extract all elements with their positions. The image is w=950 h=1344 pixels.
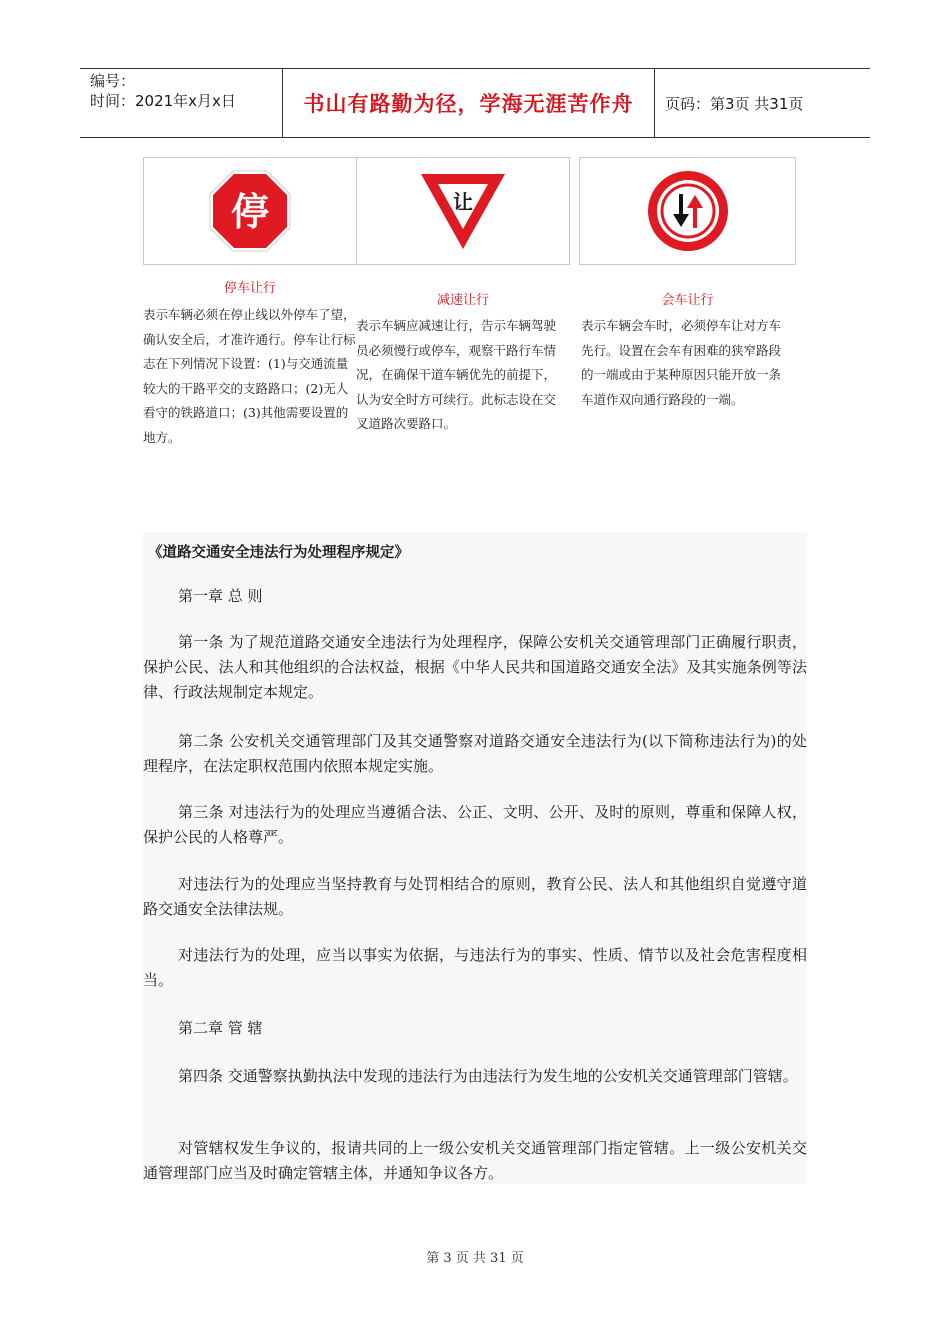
header-motto: 书山有路勤为径，学海无涯苦作舟 xyxy=(283,69,655,137)
stop-sign-title: 停车让行 xyxy=(223,281,276,296)
page-header xyxy=(80,68,870,138)
number-label: 编号： xyxy=(90,72,136,90)
yield-sign-icon xyxy=(418,169,508,253)
chapter-heading: 第一章 总 则 xyxy=(178,587,263,605)
yield-sign-image xyxy=(356,157,570,265)
header-meta xyxy=(80,69,283,137)
page-footer: 第 3 页 共 31 页 xyxy=(426,1251,524,1266)
stop-sign-glyph: 停 xyxy=(230,190,270,234)
oncoming-priority-sign-icon xyxy=(646,169,730,253)
law-paragraph: 对管辖权发生争议的，报请共同的上一级公安机关交通管理部门指定管辖。上一级公安机关交通管理部门应当及时确定管辖主体，并通知争议各方。 xyxy=(143,1139,807,1182)
oncoming-priority-sign-image xyxy=(579,157,796,265)
stop-sign-icon xyxy=(208,169,292,253)
header-page-label: 页码：第3页 共31页 xyxy=(665,94,804,113)
oncoming-priority-sign-description: 表示车辆会车时，必须停车让对方车先行。设置在会车有困难的狭窄路段的一端或由于某种原因只能开放一条车道作双向通行路段的一端。 xyxy=(581,318,782,407)
law-paragraph: 对违法行为的处理，应当以事实为依据，与违法行为的事实、性质、情节以及社会危害程度相当。 xyxy=(143,946,807,989)
law-paragraph: 第一条 为了规范道路交通安全违法行为处理程序，保障公安机关交通管理部门正确履行职责，保护公民、法人和其他组织的合法权益，根据《中华人民共和国道路交通安全法》及其实施条例等法律、行政法规制定本规定。 xyxy=(143,633,807,701)
stop-sign-description: 表示车辆必须在停止线以外停车了望，确认安全后，才准许通行。停车让行标志在下列情况下设置：(1)与交通流量较大的干路平交的支路路口；(2)无人看守的铁路道口；(3)其他需要设置的地方。 xyxy=(143,307,356,445)
date-label: 时间：2021年x月x日 xyxy=(90,92,236,110)
yield-sign-title: 减速让行 xyxy=(436,293,489,308)
law-paragraph: 第四条 交通警察执勤执法中发现的违法行为由违法行为发生地的公安机关交通管理部门管辖。 xyxy=(178,1067,798,1085)
yield-sign-description: 表示车辆应减速让行，告示车辆驾驶员必须慢行或停车，观察干路行车情况，在确保干道车辆优先的前提下，认为安全时方可续行。此标志设在交叉道路次要路口。 xyxy=(356,318,557,431)
law-paragraph: 第二条 公安机关交通管理部门及其交通警察对道路交通安全违法行为(以下简称违法行为)的处理程序，在法定职权范围内依照本规定实施。 xyxy=(143,732,807,775)
chapter-heading: 第二章 管 辖 xyxy=(178,1019,263,1037)
law-paragraph: 第三条 对违法行为的处理应当遵循合法、公正、文明、公开、及时的原则，尊重和保障人权，保护公民的人格尊严。 xyxy=(143,803,807,846)
yield-sign-glyph: 让 xyxy=(453,190,473,214)
law-title: 《道路交通安全违法行为处理程序规定》 xyxy=(148,544,409,561)
law-paragraph: 对违法行为的处理应当坚持教育与处罚相结合的原则，教育公民、法人和其他组织自觉遵守道路交通安全法律法规。 xyxy=(143,875,807,918)
stop-sign-image xyxy=(143,157,357,265)
oncoming-priority-sign-title: 会车让行 xyxy=(661,293,714,308)
